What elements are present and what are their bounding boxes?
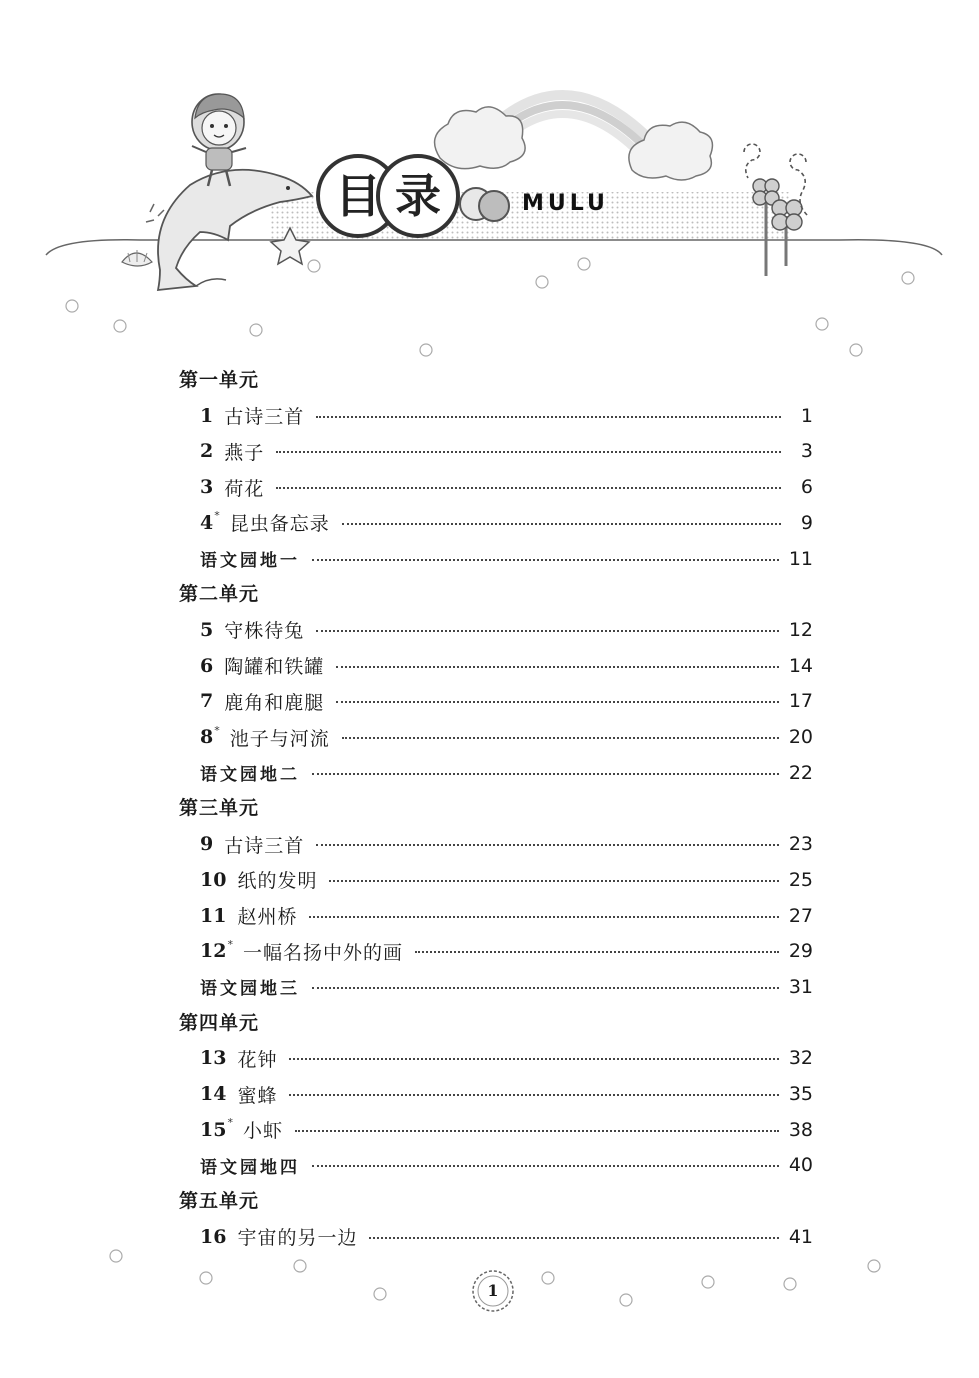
- toc-entry[interactable]: [200, 898, 813, 934]
- toc-entry[interactable]: [200, 433, 813, 469]
- dot-leader: [276, 451, 781, 453]
- page-ref: 40: [788, 1154, 813, 1177]
- toc-entry[interactable]: [200, 933, 813, 969]
- lesson-title: 纸的发明: [237, 870, 318, 893]
- lesson-number: 15: [200, 1118, 227, 1141]
- garden-title: 语文园地三: [200, 979, 300, 1000]
- optional-lesson-mark: *: [227, 937, 233, 951]
- lesson-number: 13: [200, 1047, 227, 1070]
- dot-leader: [342, 737, 779, 739]
- optional-lesson-mark: *: [214, 723, 220, 737]
- lesson-number: 4: [200, 511, 214, 534]
- page-ref: 17: [788, 690, 813, 713]
- unit-title: 第四单元: [179, 1011, 260, 1034]
- page-ref: 22: [788, 761, 813, 784]
- toc-entry[interactable]: [200, 826, 813, 862]
- small-flower-decorations: [66, 258, 914, 356]
- toc-title: 目: [335, 169, 381, 223]
- page-ref: 32: [788, 1047, 813, 1070]
- lesson-number: 6: [200, 654, 214, 677]
- dot-leader: [329, 880, 778, 882]
- unit-title: 第一单元: [179, 369, 260, 391]
- lesson-title: 小虾: [242, 1120, 283, 1143]
- toc-entry[interactable]: [200, 398, 813, 434]
- lesson-title: 花钟: [237, 1048, 278, 1071]
- lesson-title: 鹿角和鹿腿: [224, 691, 325, 714]
- lesson-number: 2: [200, 440, 214, 463]
- optional-lesson-mark: *: [227, 1116, 233, 1130]
- page-ref: 20: [788, 726, 813, 748]
- dot-leader: [342, 523, 781, 525]
- cloud-left: [435, 107, 526, 169]
- lesson-title: 池子与河流: [229, 727, 330, 750]
- dot-leader: [336, 701, 779, 703]
- dot-leader: [289, 1058, 778, 1060]
- page-ref: 3: [800, 440, 813, 463]
- dot-leader: [309, 916, 778, 918]
- page-number: 1: [487, 1281, 499, 1300]
- lesson-title: 荷花: [224, 477, 265, 500]
- toc-entry[interactable]: [200, 612, 813, 648]
- page-ref: 31: [788, 975, 813, 998]
- garden-title: 语文园地二: [200, 765, 300, 786]
- page-ref: 25: [788, 868, 813, 891]
- page-ref: 35: [788, 1083, 813, 1105]
- lesson-title: 古诗三首: [224, 406, 305, 429]
- toc-entry[interactable]: [200, 1112, 813, 1148]
- garden-title: 语文园地一: [200, 551, 300, 571]
- lesson-title: 蜜蜂: [237, 1084, 278, 1107]
- toc-title-2: 录: [395, 169, 441, 223]
- lesson-title: 一幅名扬中外的画: [242, 941, 403, 964]
- dot-leader: [316, 630, 779, 632]
- lesson-number: 5: [200, 618, 214, 641]
- lesson-number: 1: [200, 404, 214, 427]
- toc-entry[interactable]: [200, 862, 813, 898]
- dot-leader: [312, 773, 779, 775]
- page-ref: 12: [788, 618, 813, 641]
- unit-title: 第三单元: [179, 797, 260, 820]
- lesson-number: 7: [200, 690, 214, 713]
- dot-leader: [312, 987, 779, 989]
- page-ref: 38: [788, 1118, 813, 1141]
- page-ref: 27: [788, 904, 813, 927]
- dot-leader: [336, 666, 779, 668]
- lesson-number: 3: [200, 476, 214, 499]
- page-ref: 29: [788, 940, 813, 963]
- toc-subtitle: MULU: [522, 191, 609, 216]
- optional-lesson-mark: *: [214, 509, 220, 523]
- header-banner: [0, 0, 979, 360]
- lesson-title: 赵州桥: [237, 906, 298, 928]
- page-ref: 1: [800, 404, 813, 427]
- lesson-number: 10: [200, 868, 227, 891]
- toc-entry[interactable]: [200, 1040, 813, 1076]
- dot-leader: [312, 559, 779, 561]
- dot-leader: [289, 1094, 778, 1096]
- page-number-badge: [470, 1268, 516, 1314]
- unit-title: 第五单元: [179, 1190, 260, 1213]
- lesson-title: 燕子: [224, 441, 265, 464]
- toc-entry-garden[interactable]: [200, 755, 813, 791]
- lesson-number: 9: [200, 833, 214, 856]
- lesson-number: 14: [200, 1083, 227, 1105]
- lesson-number: 16: [200, 1225, 227, 1248]
- lesson-title: 宇宙的另一边: [237, 1227, 358, 1250]
- lesson-title: 陶罐和铁罐: [224, 656, 325, 679]
- page-ref: 11: [788, 547, 813, 570]
- dot-leader: [316, 416, 781, 418]
- page-ref: 6: [800, 476, 813, 499]
- dot-leader: [276, 487, 781, 489]
- page-ref: 23: [788, 833, 813, 856]
- dot-leader: [415, 951, 779, 953]
- dot-leader: [369, 1237, 778, 1239]
- toc-entry[interactable]: [200, 648, 813, 684]
- lesson-number: 12: [200, 940, 227, 963]
- unit-title: 第二单元: [179, 583, 260, 606]
- garden-title: 语文园地四: [200, 1157, 300, 1178]
- lesson-title: 古诗三首: [224, 834, 305, 857]
- lesson-number: 11: [200, 904, 227, 927]
- lesson-title: 昆虫备忘录: [229, 513, 330, 536]
- page-ref: 14: [788, 654, 813, 677]
- toc-entry[interactable]: [200, 469, 813, 505]
- toc-entry[interactable]: [200, 505, 813, 541]
- toc-entry-garden[interactable]: [200, 541, 813, 577]
- toc-entry[interactable]: [200, 1076, 813, 1112]
- dot-leader: [316, 844, 779, 846]
- toc-entry[interactable]: [200, 683, 813, 719]
- page-ref: 9: [800, 511, 813, 534]
- toc-entry[interactable]: [200, 719, 813, 755]
- lesson-title: 守株待兔: [224, 620, 305, 643]
- lesson-number: 8: [200, 726, 214, 748]
- dot-leader: [295, 1130, 779, 1132]
- page-ref: 41: [788, 1225, 813, 1248]
- toc-entry-garden[interactable]: [200, 1147, 813, 1183]
- shell-illustration: [122, 250, 152, 266]
- toc-entry-garden[interactable]: [200, 969, 813, 1005]
- dot-leader: [312, 1165, 779, 1167]
